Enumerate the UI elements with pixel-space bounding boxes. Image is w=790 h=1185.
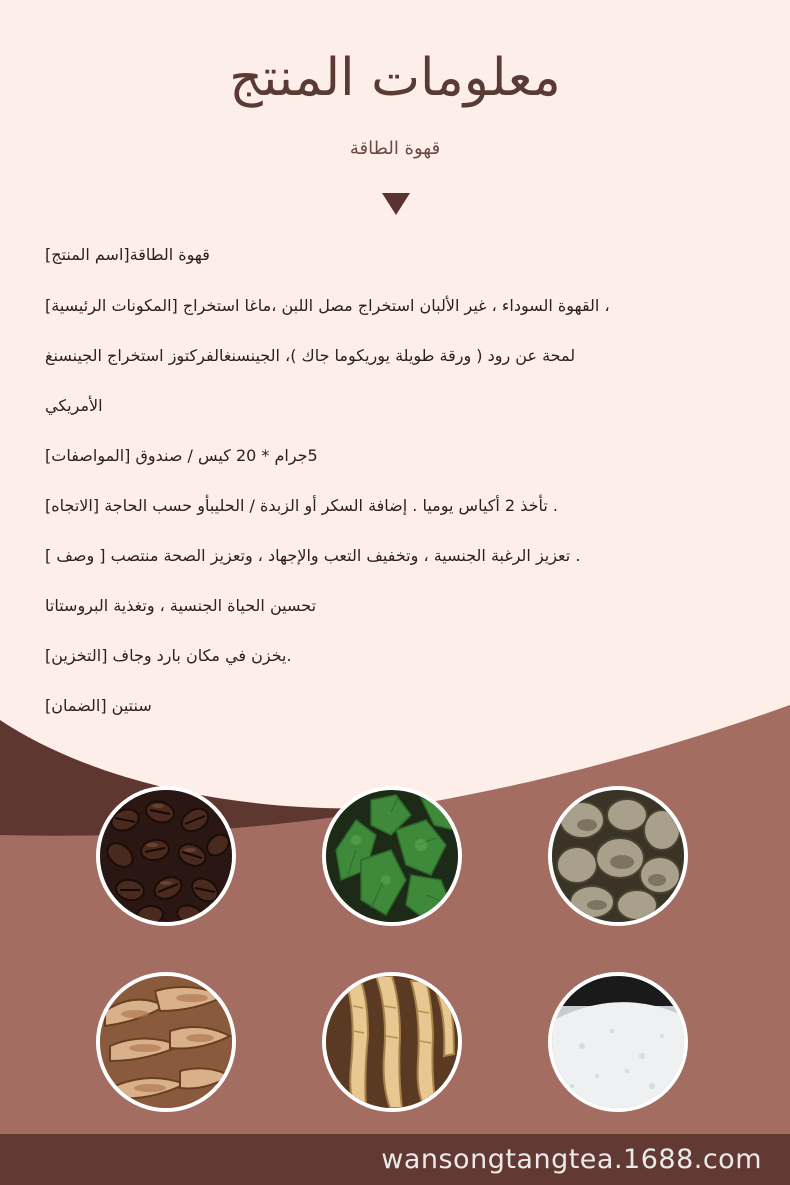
info-ingredients-end: الأمريكي (45, 396, 103, 415)
ingredient-image-maca-root (548, 786, 688, 926)
info-direction: [الاتجاه] تأخذ 2 أكياس يوميا . إضافة السكر أو الزبدة / الحليبأو حسب الحاجة . (45, 496, 558, 515)
info-product-name: [اسم المنتج]قهوة الطاقة (45, 245, 210, 264)
info-storage: [التخزين] يخزن في مكان بارد وجاف. (45, 646, 292, 665)
info-warranty: [الضمان] سنتين (45, 696, 152, 715)
ingredient-image-ginseng-root (322, 972, 462, 1112)
ingredient-image-tongkat-ali-slices (96, 972, 236, 1112)
info-description: [ وصف ] تعزيز الرغبة الجنسية ، وتخفيف التعب والإجهاد ، وتعزيز الصحة منتصب . (45, 546, 581, 565)
product-subtitle: قهوة الطاقة (349, 138, 441, 159)
ingredient-image-maca-leaves (322, 786, 462, 926)
page-title: معلومات المنتج (229, 48, 561, 108)
info-specification: [المواصفات] 5جرام * 20 كيس / صندوق (45, 446, 318, 465)
ingredient-image-coffee-beans (96, 786, 236, 926)
ingredient-image-whey-powder (548, 972, 688, 1112)
footer-site-url[interactable]: wansongtangtea.1688.com (381, 1144, 762, 1175)
down-arrow-icon (382, 193, 410, 215)
info-ingredients-cont: لمحة عن رود ( ورقة طويلة يوريكوما جاك )، الجينسنغالفركتوز استخراج الجينسنغ (45, 346, 576, 365)
info-ingredients: [المكونات الرئيسية] القهوة السوداء ، غير الألبان استخراج مصل اللبن ،ماغا استخراج ، (45, 296, 610, 315)
info-description-cont: تحسين الحياة الجنسية ، وتغذية البروستاتا (45, 596, 317, 615)
